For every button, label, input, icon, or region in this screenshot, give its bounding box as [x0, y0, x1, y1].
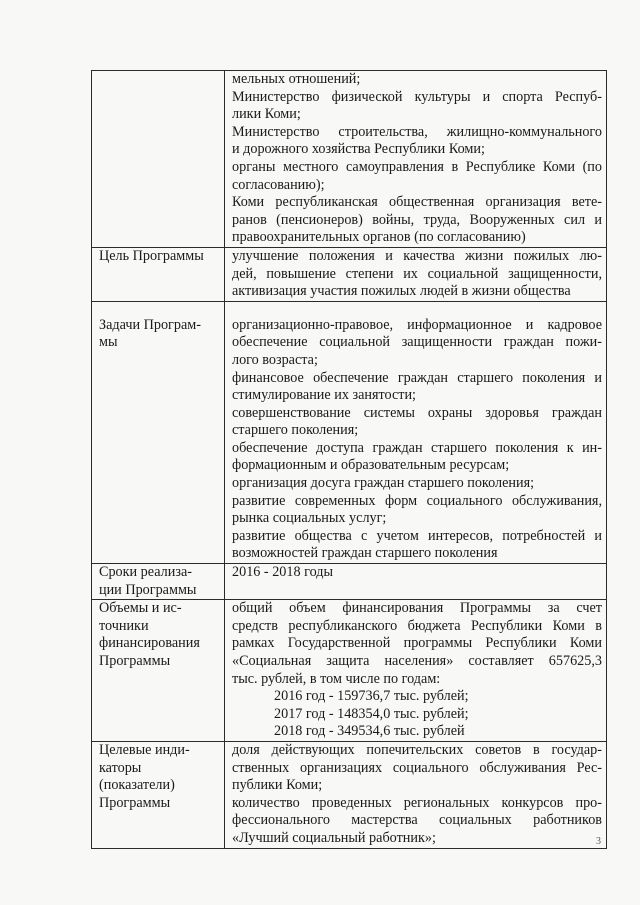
row-label: [92, 600, 225, 742]
row-value: [225, 301, 607, 563]
row-value-line: Министерство физической культуры и спорта Респуб-: [232, 88, 602, 105]
row-value-line: Коми республиканская общественная организация вете-: [232, 194, 602, 211]
row-value-line: активизация участия пожилых людей в жизни общества: [232, 283, 571, 300]
row-label: [92, 247, 225, 301]
row-value-line: лого возраста;: [232, 351, 318, 368]
row-value: [225, 247, 607, 301]
row-label-line: Программы: [99, 653, 171, 669]
row-label: [92, 71, 225, 248]
row-label-line: Цель Программы: [99, 247, 204, 264]
row-label-line: ции Программы: [99, 581, 197, 598]
row-value-line: формационным и образовательным ресурсам;: [232, 457, 510, 474]
row-value-line: Министерство строительства, жилищно-коммунального: [232, 123, 602, 140]
row-value-line: средств республиканского бюджета Республики Коми в: [232, 617, 602, 634]
row-label-line: точники: [99, 617, 149, 634]
row-value-line: старшего поколения;: [232, 422, 359, 439]
row-value: [225, 600, 607, 742]
table-row: [92, 247, 607, 301]
row-label-line: Программы: [99, 794, 171, 811]
row-value-line: развитие современных форм социального обслуживания,: [232, 492, 602, 509]
row-value-line: общий объем финансирования Программы за счет: [232, 600, 602, 617]
row-value: [225, 71, 607, 248]
table-row: [92, 301, 607, 563]
row-value-line: организационно-правовое, информационное и кадровое: [232, 316, 602, 333]
row-value-line: дей, повышение степени их социальной защищенности,: [232, 265, 602, 282]
row-value-line: мельных отношений;: [232, 71, 361, 87]
row-value-line: органы местного самоуправления в Республике Коми (по: [232, 158, 602, 175]
row-value-line: согласованию);: [232, 176, 325, 193]
table-row: [92, 600, 607, 742]
row-value-line: организация досуга граждан старшего поколения;: [232, 475, 535, 492]
row-value-line: рынка социальных услуг;: [232, 510, 387, 527]
row-label-line: (показатели): [99, 777, 175, 794]
row-value-line: фессионального мастерства социальных работников: [232, 812, 602, 829]
row-label: [92, 301, 225, 563]
row-value-line: стимулирование их занятости;: [232, 387, 416, 404]
row-label: [92, 741, 225, 848]
row-value-line: возможностей граждан старшего поколения: [232, 545, 498, 562]
row-label-line: Целевые инди-: [99, 741, 190, 758]
row-value-line: «Лучший социальный работник»;: [232, 829, 436, 846]
row-value-line: лики Коми;: [232, 106, 301, 123]
program-passport-table: [91, 70, 607, 849]
row-label: [92, 564, 225, 600]
row-value-line: 2017 год - 148354,0 тыс. рублей;: [274, 705, 469, 722]
row-value-line: 2016 - 2018 годы: [232, 564, 334, 581]
table-row: [92, 564, 607, 600]
row-value-line: ранов (пенсионеров) войны, труда, Вооруженных сил и: [232, 211, 602, 228]
row-value-line: ственных организациях социального обслуживания Рес-: [232, 759, 602, 776]
row-value-line: 2018 год - 349534,6 тыс. рублей: [274, 723, 465, 740]
row-value-line: публики Коми;: [232, 777, 323, 794]
row-value-line: «Социальная защита населения» составляет 657625,3: [232, 653, 602, 669]
table-row: [92, 71, 607, 248]
row-value-line: обеспечение доступа граждан старшего поколения к ин-: [232, 439, 602, 456]
row-value-line: доля действующих попечительских советов в государ-: [232, 741, 602, 758]
row-value: [225, 564, 607, 600]
page-number: 3: [596, 836, 601, 847]
row-label-line: Задачи Програм-: [99, 316, 201, 333]
row-label-line: мы: [99, 334, 118, 351]
row-value-line: обеспечение социальной защищенности граждан пожи-: [232, 334, 602, 351]
row-label-line: Объемы и ис-: [99, 600, 182, 617]
row-label-line: Сроки реализа-: [99, 564, 192, 581]
row-value-line: улучшение положения и качества жизни пожилых лю-: [232, 247, 602, 264]
row-value-line: развитие общества с учетом интересов, потребностей и: [232, 527, 602, 544]
row-value-line: правоохранительных органов (по согласованию): [232, 229, 526, 246]
row-value-line: финансовое обеспечение граждан старшего поколения и: [232, 369, 602, 386]
row-value: [225, 741, 607, 848]
row-value-line: 2016 год - 159736,7 тыс. рублей;: [274, 688, 469, 705]
row-value-line: количество проведенных региональных конкурсов про-: [232, 794, 602, 811]
row-value-line: и дорожного хозяйства Республики Коми;: [232, 141, 485, 158]
row-value-line: тыс. рублей, в том числе по годам:: [232, 670, 441, 687]
table-row: [92, 741, 607, 848]
row-value-line: совершенствование системы охраны здоровья граждан: [232, 404, 602, 421]
row-label-line: каторы: [99, 759, 142, 776]
row-label-line: финансирования: [99, 635, 200, 652]
row-value-line: рамках Государственной программы Республики Коми: [232, 635, 602, 652]
